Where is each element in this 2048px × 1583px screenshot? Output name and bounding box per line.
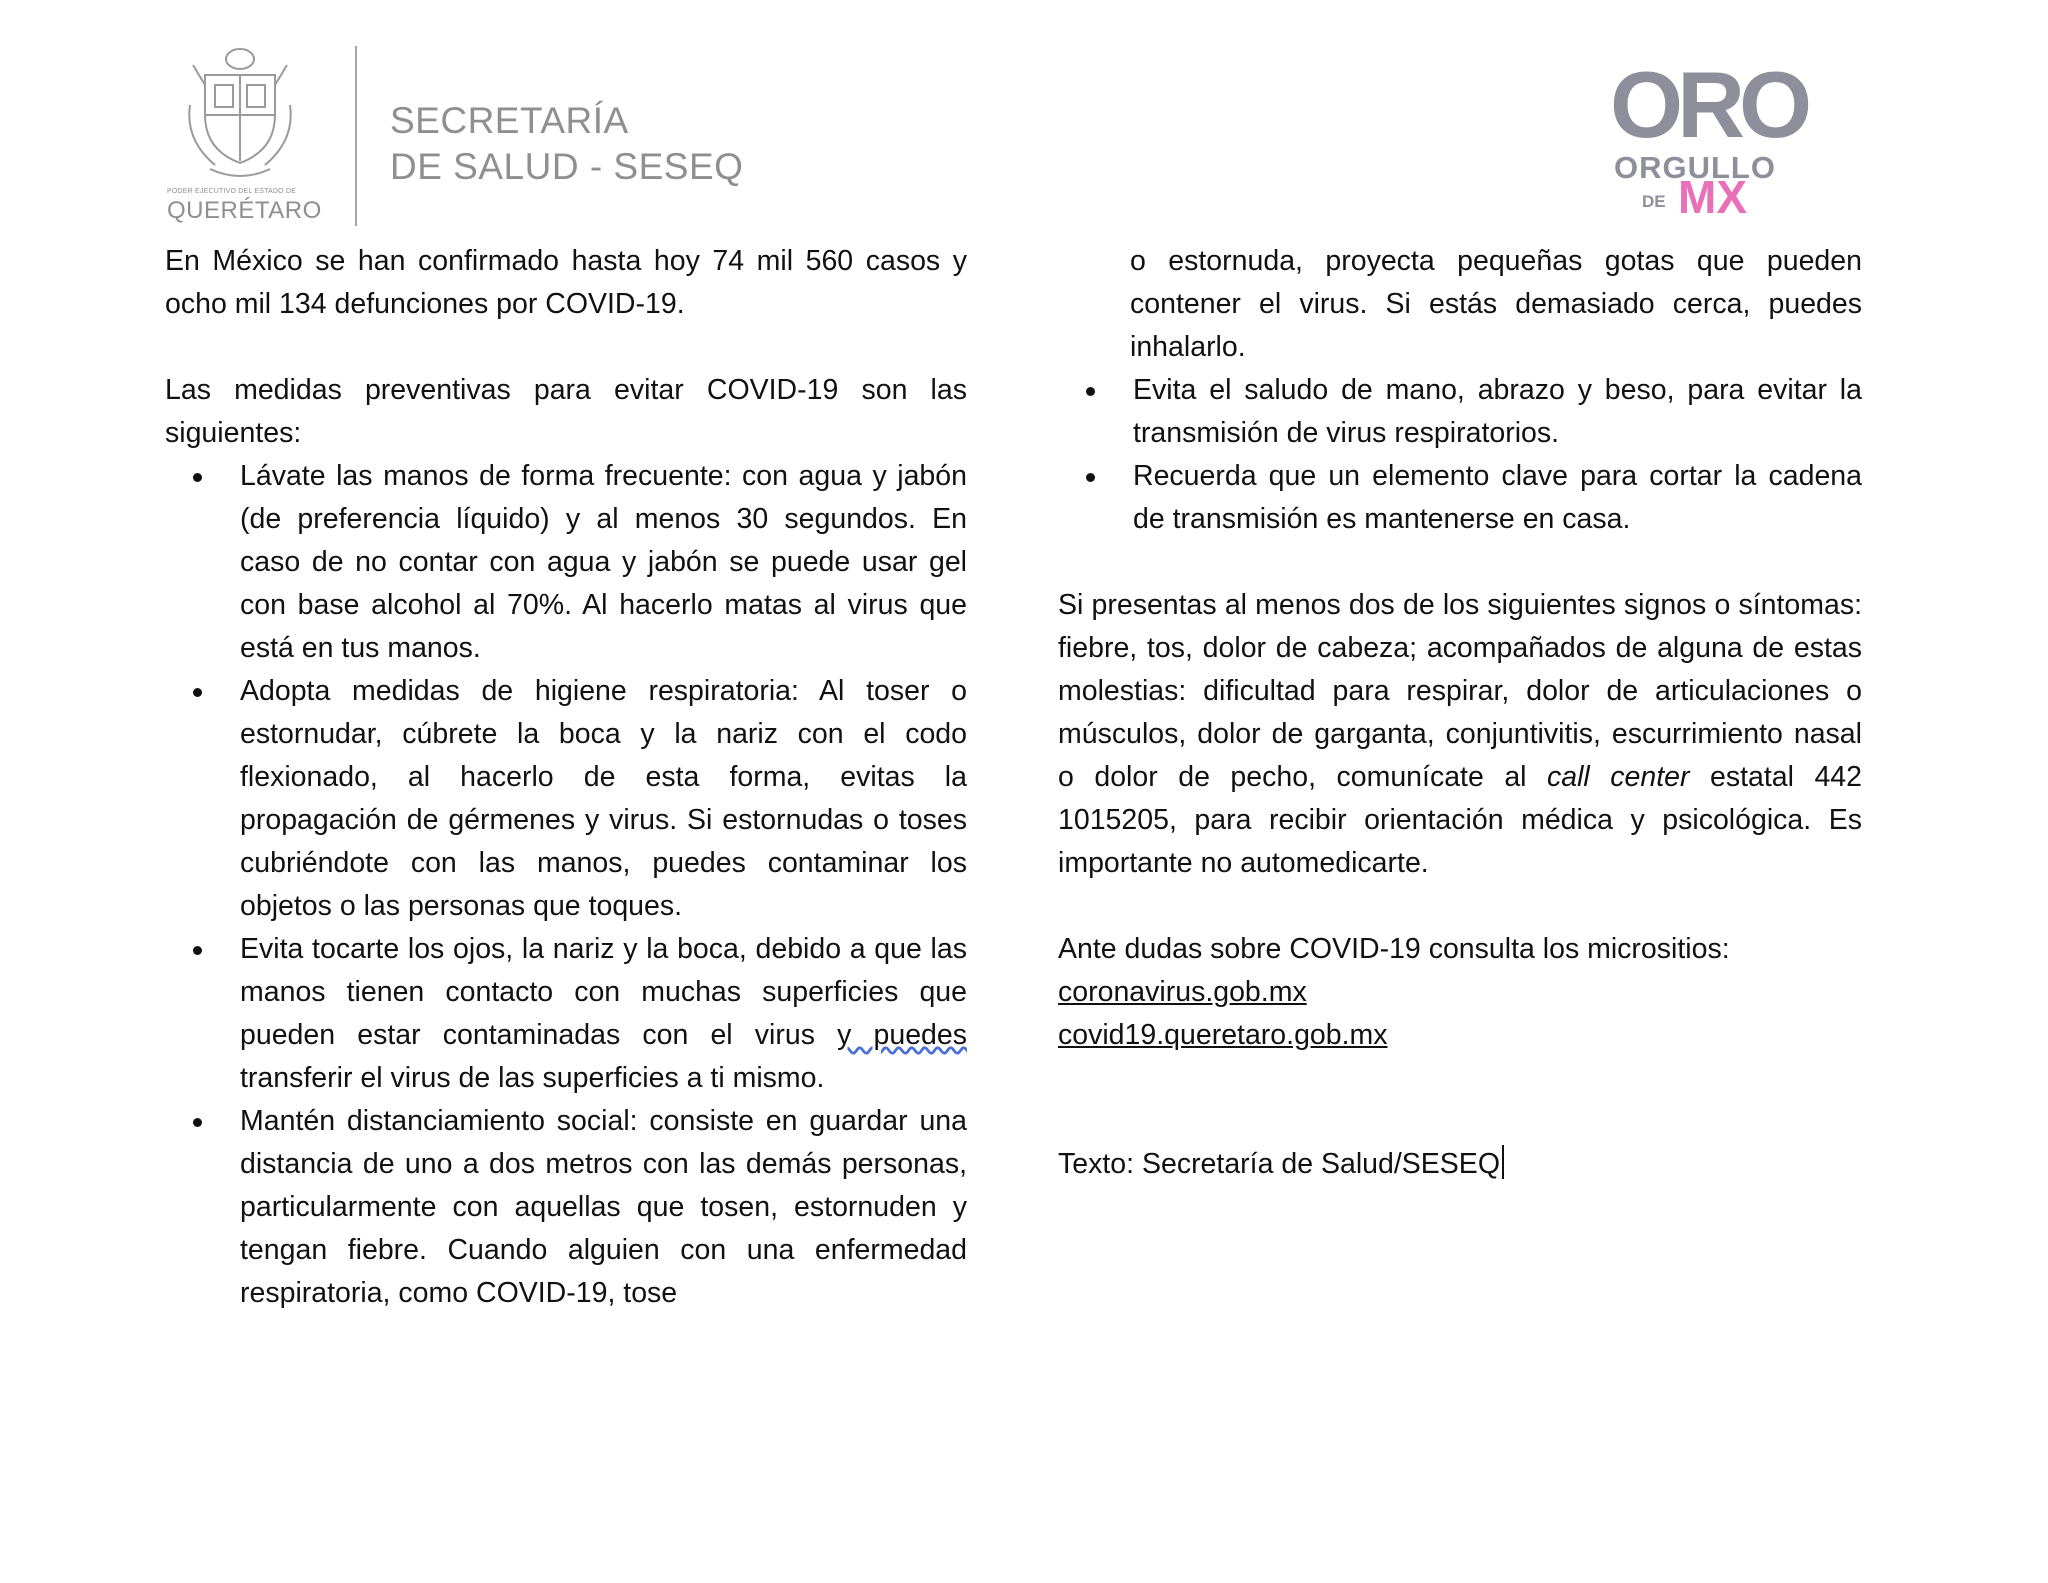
oro-orgullo-mx-logo (1610, 52, 1840, 238)
measures-list-continued (1058, 240, 1862, 541)
list-item (165, 928, 967, 1100)
list-item: Evita el saludo de mano, abrazo y beso, para evitar la transmisión de virus respiratorios. (1058, 369, 1862, 455)
right-column (1058, 240, 1862, 1186)
secretaria-title (390, 98, 743, 190)
bullet3-text-c: transferir el virus de las superficies a ti mismo. (240, 1062, 825, 1094)
credit-text: Texto: Secretaría de Salud/SESEQ (1058, 1148, 1500, 1180)
symptoms-text-b: estatal 442 1015205, para recibir orientación médica y psicológica. Es importante no automedicarte. (1058, 761, 1863, 879)
crest-state-name: QUERÉTARO (167, 197, 322, 224)
call-center-italic: call center (1547, 761, 1690, 793)
text-cursor (1502, 1145, 1504, 1179)
secretaria-line-2: DE SALUD - SESEQ (390, 146, 744, 187)
header-divider (355, 46, 357, 226)
list-item-continuation: o estornuda, proyecta pequeñas gotas que pueden contener el virus. Si estás demasiado cerca, puedes inhalarlo. (1130, 245, 1862, 363)
crest-caption: PODER EJECUTIVO DEL ESTADO DE (167, 188, 297, 195)
spellcheck-underlined-text: y puedes (837, 1019, 967, 1051)
list-item: Mantén distanciamiento social: consiste en guardar una distancia de uno a dos metros con las demás personas, particularmente con aquellas que tosen, estornuden y tengan fiebre. Cuando alguien con una enfermedad respiratoria, como COVID-19, tose (165, 1100, 967, 1315)
left-column (165, 240, 967, 1315)
list-item: Adopta medidas de higiene respiratoria: Al toser o estornudar, cúbrete la boca y la nariz con el codo flexionado, al hacerlo de esta forma, evitas la propagación de gérmenes y virus. Si estornudas o toses cubriéndote con las manos, puedes contaminar los objetos o las personas que toques. (165, 670, 967, 928)
list-item: Lávate las manos de forma frecuente: con agua y jabón (de preferencia líquido) y al menos 30 segundos. En caso de no contar con agua y jabón se puede usar gel con base alcohol al 70%. Al hacerlo matas al virus que está en tus manos. (165, 455, 967, 670)
coronavirus-link[interactable]: coronavirus.gob.mx (1058, 976, 1307, 1008)
logo-mx-text: MX (1678, 171, 1747, 223)
logo-orgullo-text: ORGULLO (1614, 150, 1776, 185)
covid19-queretaro-link[interactable]: covid19.queretaro.gob.mx (1058, 1019, 1388, 1051)
measures-list (165, 455, 967, 1315)
credit-line (1058, 1143, 1862, 1186)
logo-de-text: DE (1642, 192, 1666, 211)
coat-of-arms-icon (185, 45, 295, 185)
symptoms-text-a: Si presentas al menos dos de los siguientes signos o síntomas: fiebre, tos, dolor de cabeza; acompañados de alguna de estas molestias: dificultad para respirar, dolor de articulaciones o músculos, dolor de garganta, conjuntivitis, escurrimiento nasal o dolor de pecho, comunícate al (1058, 589, 1862, 793)
intro-paragraph: En México se han confirmado hasta hoy 74 mil 560 casos y ocho mil 134 defunciones por COVID-19. (165, 245, 967, 320)
bullet3-text-a: Evita tocarte los ojos, la nariz y la boca, debido a que las manos tienen contacto con muchas superficies que pueden estar contaminadas con el virus (240, 933, 967, 1051)
list-item: Recuerda que un elemento clave para cortar la cadena de transmisión es mantenerse en casa. (1058, 455, 1862, 541)
page-header (0, 0, 2048, 240)
queretaro-crest-logo (167, 45, 322, 235)
logo-oro-text: ORO (1610, 52, 1807, 157)
secretaria-line-1: SECRETARÍA (390, 100, 629, 141)
measures-intro: Las medidas preventivas para evitar COVID-19 son las siguientes: (165, 374, 967, 449)
symptoms-paragraph (1058, 584, 1862, 885)
dudas-paragraph: Ante dudas sobre COVID-19 consulta los micrositios: (1058, 933, 1730, 965)
